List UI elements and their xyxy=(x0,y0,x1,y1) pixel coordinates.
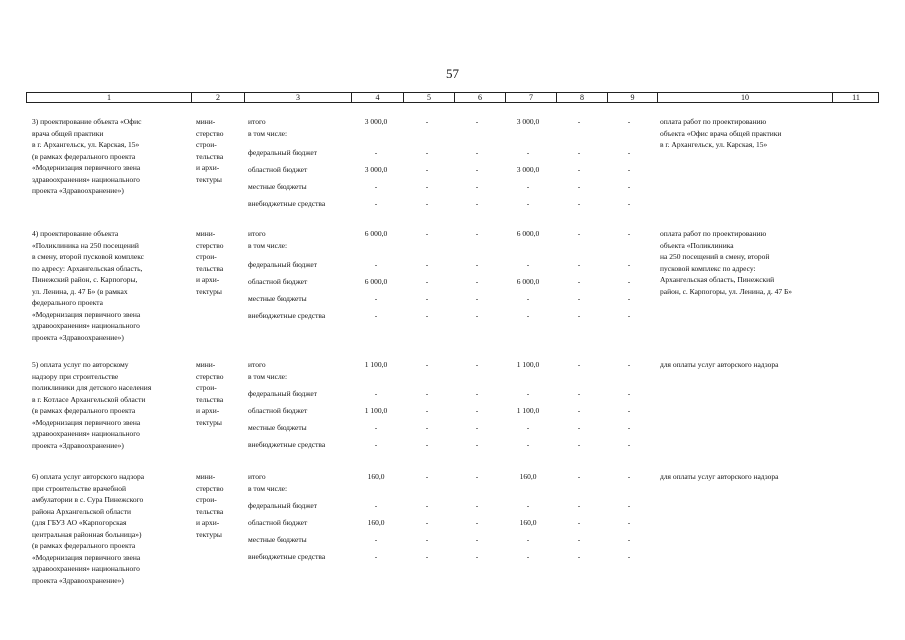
source-label: местные бюджеты xyxy=(248,535,307,544)
value-col-5: - xyxy=(425,423,429,432)
value-col-7: 6 000,0 xyxy=(516,277,540,286)
funding-row-local xyxy=(0,181,905,192)
funding-row-total xyxy=(0,228,905,250)
header-col-3: 3 xyxy=(296,93,300,102)
value-col-6: - xyxy=(475,535,479,544)
value-col-5: - xyxy=(425,182,429,191)
source-label: федеральный бюджет xyxy=(248,501,318,510)
item-note: оплата работ по проектированию объекта «Поликлиника на 250 посещений в смену, второй пусковой комплекс по адресу: Архангельская область, Пинежский район, с. Карпогоры, ул. Ленина, д. 47 Б» xyxy=(660,229,793,296)
header-col-8: 8 xyxy=(580,93,584,102)
value-col-8: - xyxy=(577,229,581,238)
source-label: федеральный бюджет xyxy=(248,148,318,157)
value-col-9: - xyxy=(627,518,631,527)
value-col-6: - xyxy=(475,117,479,126)
value-col-8: - xyxy=(577,360,581,369)
value-col-9: - xyxy=(627,165,631,174)
value-col-4: 3 000,0 xyxy=(364,165,388,174)
value-col-9: - xyxy=(627,552,631,561)
value-col-7: - xyxy=(526,389,530,398)
funding-row-regional xyxy=(0,517,905,528)
value-col-8: - xyxy=(577,165,581,174)
value-col-9: - xyxy=(627,199,631,208)
table-header-row xyxy=(26,92,879,103)
value-col-9: - xyxy=(627,260,631,269)
value-col-7: 6 000,0 xyxy=(516,229,540,238)
value-col-7: - xyxy=(526,148,530,157)
value-col-4: 6 000,0 xyxy=(364,229,388,238)
funding-row-local xyxy=(0,422,905,433)
value-col-9: - xyxy=(627,182,631,191)
value-col-9: - xyxy=(627,406,631,415)
value-col-9: - xyxy=(627,535,631,544)
source-label: внебюджетные средства xyxy=(248,199,326,208)
funding-row-total xyxy=(0,359,905,381)
value-col-5: - xyxy=(425,552,429,561)
value-col-9: - xyxy=(627,117,631,126)
source-label: областной бюджет xyxy=(248,165,308,174)
value-col-4: - xyxy=(374,389,378,398)
value-col-7: 3 000,0 xyxy=(516,117,540,126)
value-col-9: - xyxy=(627,440,631,449)
item-note: для оплаты услуг авторского надзора xyxy=(660,360,779,369)
value-col-5: - xyxy=(425,165,429,174)
page-number: 57 xyxy=(446,66,459,81)
header-col-6: 6 xyxy=(478,93,482,102)
item-description: 4) проектирование объекта «Поликлиника на 250 посещений в смену, второй пусковой комплекс по адресу: Архангельская область, Пинежский район, с. Карпогоры, ул. Ленина, д. 47 Б» (в рамках федерального проекта «Модернизация первичного звена здравоохранения» национального проекта «Здравоохранение») xyxy=(32,229,144,342)
value-col-4: - xyxy=(374,199,378,208)
source-label: местные бюджеты xyxy=(248,182,307,191)
source-label: итого в том числе: xyxy=(248,117,288,138)
value-col-4: - xyxy=(374,294,378,303)
value-col-7: 1 100,0 xyxy=(516,406,540,415)
funding-row-extra xyxy=(0,310,905,321)
value-col-5: - xyxy=(425,389,429,398)
value-col-9: - xyxy=(627,294,631,303)
source-label: итого в том числе: xyxy=(248,360,288,381)
value-col-8: - xyxy=(577,535,581,544)
item-executor: мини- стерство строи- тельства и архи- тектуры xyxy=(196,472,224,539)
value-col-5: - xyxy=(425,311,429,320)
value-col-4: - xyxy=(374,440,378,449)
value-col-8: - xyxy=(577,440,581,449)
value-col-8: - xyxy=(577,472,581,481)
source-label: областной бюджет xyxy=(248,406,308,415)
value-col-7: - xyxy=(526,182,530,191)
value-col-6: - xyxy=(475,277,479,286)
value-col-7: - xyxy=(526,260,530,269)
value-col-9: - xyxy=(627,423,631,432)
value-col-9: - xyxy=(627,389,631,398)
funding-row-extra xyxy=(0,439,905,450)
value-col-6: - xyxy=(475,165,479,174)
value-col-8: - xyxy=(577,199,581,208)
value-col-5: - xyxy=(425,199,429,208)
value-col-9: - xyxy=(627,501,631,510)
header-col-10: 10 xyxy=(741,93,749,102)
value-col-4: 1 100,0 xyxy=(364,360,388,369)
value-col-5: - xyxy=(425,229,429,238)
item-note: для оплаты услуг авторского надзора xyxy=(660,472,779,481)
item-description: 6) оплата услуг авторского надзора при строительстве врачебной амбулатории в с. Сура Пинежского района Архангельской области (для ГБУЗ АО «Карпогорская центральная районная больница») (в рамках федерального проекта «Модернизация первичного звена здравоохранения» национального проекта «Здравоохранение») xyxy=(32,472,145,585)
value-col-4: - xyxy=(374,311,378,320)
value-col-4: 160,0 xyxy=(367,472,385,481)
value-col-7: 160,0 xyxy=(519,472,537,481)
value-col-7: 3 000,0 xyxy=(516,165,540,174)
funding-row-federal xyxy=(0,259,905,270)
value-col-6: - xyxy=(475,360,479,369)
value-col-7: - xyxy=(526,423,530,432)
value-col-6: - xyxy=(475,229,479,238)
value-col-6: - xyxy=(475,423,479,432)
value-col-4: - xyxy=(374,182,378,191)
source-label: внебюджетные средства xyxy=(248,552,326,561)
value-col-7: - xyxy=(526,440,530,449)
value-col-5: - xyxy=(425,472,429,481)
value-col-6: - xyxy=(475,260,479,269)
header-col-2: 2 xyxy=(216,93,220,102)
value-col-6: - xyxy=(475,182,479,191)
funding-row-federal xyxy=(0,147,905,158)
value-col-6: - xyxy=(475,518,479,527)
funding-row-federal xyxy=(0,500,905,511)
value-col-4: - xyxy=(374,148,378,157)
header-col-5: 5 xyxy=(427,93,431,102)
source-label: внебюджетные средства xyxy=(248,440,326,449)
funding-row-local xyxy=(0,293,905,304)
value-col-5: - xyxy=(425,260,429,269)
value-col-4: - xyxy=(374,501,378,510)
value-col-4: - xyxy=(374,423,378,432)
value-col-4: 160,0 xyxy=(367,518,385,527)
item-executor: мини- стерство строи- тельства и архи- тектуры xyxy=(196,360,224,427)
value-col-8: - xyxy=(577,518,581,527)
value-col-6: - xyxy=(475,199,479,208)
value-col-8: - xyxy=(577,294,581,303)
value-col-4: - xyxy=(374,535,378,544)
funding-row-extra xyxy=(0,198,905,209)
funding-row-local xyxy=(0,534,905,545)
source-label: итого в том числе: xyxy=(248,472,288,493)
value-col-6: - xyxy=(475,552,479,561)
header-col-1: 1 xyxy=(107,93,111,102)
value-col-8: - xyxy=(577,501,581,510)
source-label: областной бюджет xyxy=(248,277,308,286)
value-col-6: - xyxy=(475,294,479,303)
value-col-5: - xyxy=(425,535,429,544)
value-col-8: - xyxy=(577,552,581,561)
value-col-6: - xyxy=(475,472,479,481)
value-col-5: - xyxy=(425,406,429,415)
source-label: итого в том числе: xyxy=(248,229,288,250)
value-col-9: - xyxy=(627,148,631,157)
value-col-7: - xyxy=(526,311,530,320)
value-col-8: - xyxy=(577,182,581,191)
value-col-7: - xyxy=(526,294,530,303)
value-col-9: - xyxy=(627,360,631,369)
value-col-4: 6 000,0 xyxy=(364,277,388,286)
item-description: 5) оплата услуг по авторскому надзору при строительстве поликлиники для детского населения в г. Котласе Архангельской области (в рамках федерального проекта «Модернизация первичного звена здравоохранения» национального проекта «Здравоохранение») xyxy=(32,360,152,450)
value-col-5: - xyxy=(425,148,429,157)
value-col-8: - xyxy=(577,260,581,269)
funding-row-federal xyxy=(0,388,905,399)
funding-row-regional xyxy=(0,405,905,416)
value-col-8: - xyxy=(577,148,581,157)
value-col-7: - xyxy=(526,501,530,510)
value-col-5: - xyxy=(425,501,429,510)
value-col-9: - xyxy=(627,229,631,238)
source-label: федеральный бюджет xyxy=(248,260,318,269)
value-col-6: - xyxy=(475,440,479,449)
value-col-7: - xyxy=(526,199,530,208)
value-col-8: - xyxy=(577,406,581,415)
value-col-5: - xyxy=(425,440,429,449)
header-col-9: 9 xyxy=(630,93,635,102)
source-label: областной бюджет xyxy=(248,518,308,527)
value-col-7: - xyxy=(526,535,530,544)
value-col-5: - xyxy=(425,294,429,303)
header-col-7: 7 xyxy=(529,93,533,102)
source-label: местные бюджеты xyxy=(248,294,307,303)
item-executor: мини- стерство строи- тельства и архи- тектуры xyxy=(196,117,224,184)
value-col-8: - xyxy=(577,117,581,126)
item-executor: мини- стерство строи- тельства и архи- тектуры xyxy=(196,229,224,296)
value-col-8: - xyxy=(577,277,581,286)
value-col-7: 160,0 xyxy=(519,518,537,527)
value-col-9: - xyxy=(627,277,631,286)
value-col-4: 1 100,0 xyxy=(364,406,388,415)
value-col-5: - xyxy=(425,117,429,126)
item-description: 3) проектирование объекта «Офис врача общей практики в г. Архангельск, ул. Карская, 15» (в рамках федерального проекта «Модернизация первичного звена здравоохранения» национального проекта «Здравоохранение») xyxy=(32,117,142,195)
funding-row-total xyxy=(0,471,905,493)
value-col-5: - xyxy=(425,518,429,527)
value-col-8: - xyxy=(577,389,581,398)
value-col-4: - xyxy=(374,260,378,269)
value-col-6: - xyxy=(475,406,479,415)
funding-row-regional xyxy=(0,164,905,175)
value-col-6: - xyxy=(475,148,479,157)
value-col-7: - xyxy=(526,552,530,561)
funding-row-extra xyxy=(0,551,905,562)
value-col-5: - xyxy=(425,277,429,286)
value-col-5: - xyxy=(425,360,429,369)
value-col-4: 3 000,0 xyxy=(364,117,388,126)
header-col-11: 11 xyxy=(852,93,860,102)
value-col-8: - xyxy=(577,423,581,432)
funding-row-regional xyxy=(0,276,905,287)
source-label: федеральный бюджет xyxy=(248,389,318,398)
value-col-4: - xyxy=(374,552,378,561)
header-col-4: 4 xyxy=(375,93,380,102)
item-note: оплата работ по проектированию объекта «Офис врача общей практики в г. Архангельск, ул. Карская, 15» xyxy=(660,117,782,149)
value-col-6: - xyxy=(475,501,479,510)
value-col-6: - xyxy=(475,311,479,320)
value-col-6: - xyxy=(475,389,479,398)
source-label: внебюджетные средства xyxy=(248,311,326,320)
value-col-7: 1 100,0 xyxy=(516,360,540,369)
value-col-9: - xyxy=(627,472,631,481)
source-label: местные бюджеты xyxy=(248,423,307,432)
value-col-9: - xyxy=(627,311,631,320)
value-col-8: - xyxy=(577,311,581,320)
